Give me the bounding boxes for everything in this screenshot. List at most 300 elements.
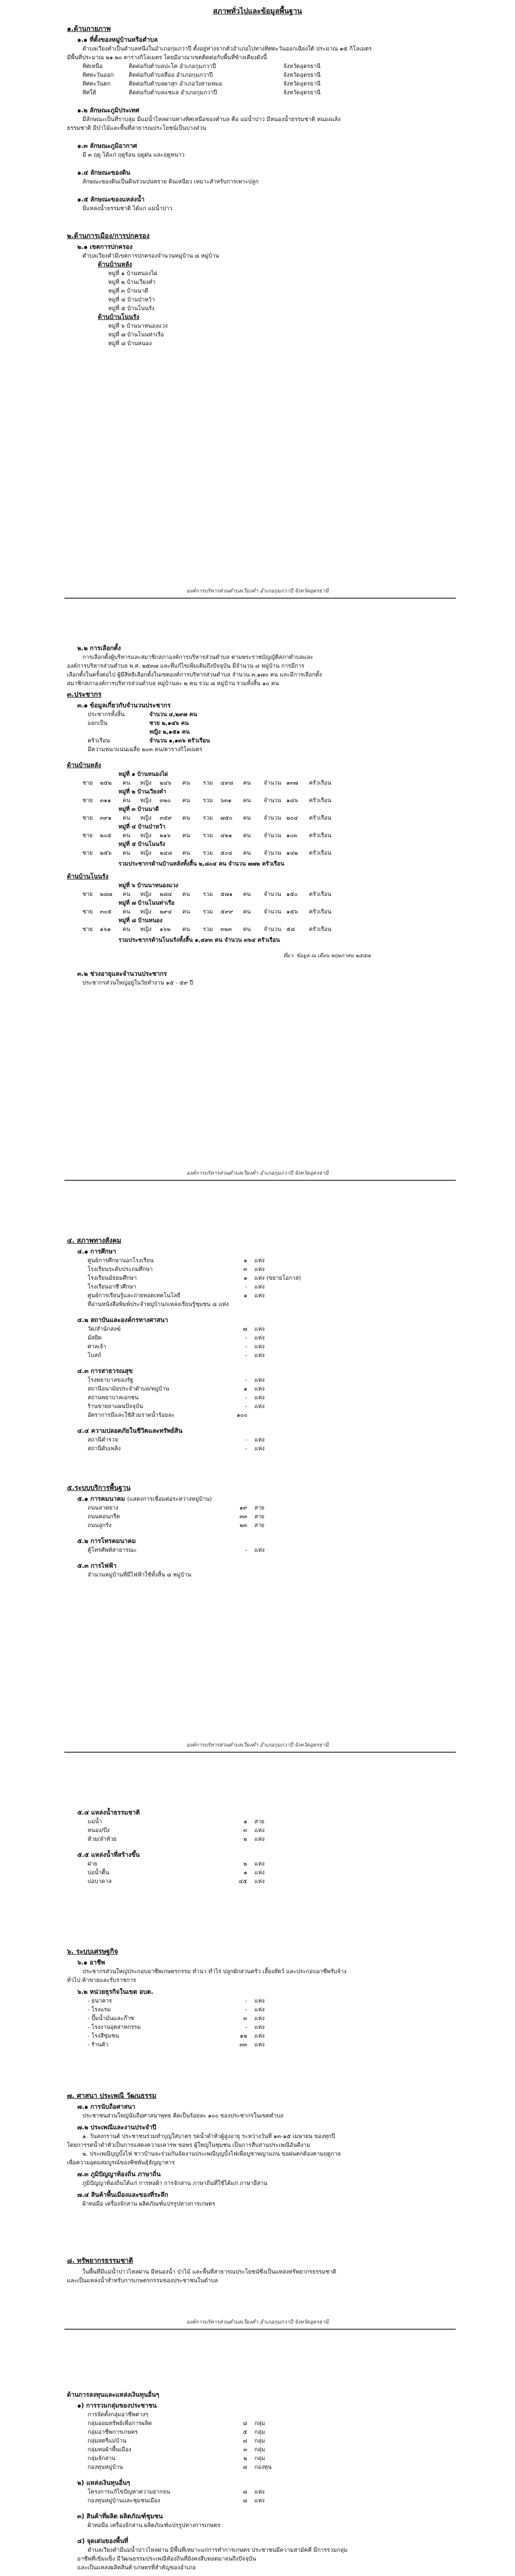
row-label: - โรงสีชุมชน [88, 2032, 119, 2039]
paragraph: อาชีพที่เข้มแข็ง มีวัฒนธรรมประเพณีท้องถิ่นที่ยังคงสืบทอดมาจนถึงปัจจุบัน [77, 2555, 256, 2562]
sub-heading: ๑.๓ ลักษณะภูมิอากาศ [77, 142, 138, 149]
population-cell: คน [243, 850, 251, 856]
border-row: ทิศตะวันตก ติดต่อกับตำบลผาสุก อำเภอวังสามหมอ จังหวัดอุดรธานี [82, 80, 321, 87]
sub-heading: ๔) จุดเด่นของพื้นที่ [77, 2537, 128, 2545]
row-label: - โรงงานอุตสาหกรรม [88, 2024, 141, 2030]
list-row [88, 1274, 458, 1282]
section-heading: ๒.ด้านการเมือง/การปกครอง [67, 232, 150, 240]
education-list [67, 1256, 458, 1300]
row-label: โรงเรียนอาชีวศึกษา [88, 1283, 136, 1290]
row-count: ๘ [243, 2464, 247, 2470]
paragraph: การเลือกตั้งผู้บริหารและสมาชิกสภาองค์การบริหารส่วนตำบล ตามพระราชบัญญัติสภาตำบลและ [82, 654, 314, 660]
population-cell: ๒๙๔ [160, 908, 172, 915]
population-cell: ๕๐๔ [220, 850, 233, 856]
section-heading: ๘. ทรัพยากรธรรมชาติ [67, 2257, 133, 2265]
list-row [88, 1376, 458, 1384]
population-cell: ๓๒๓ [220, 926, 232, 933]
population-cell: ครัวเรือน [309, 815, 332, 821]
village-name: หมู่ที่ ๒ บ้านเวียงคำ [118, 788, 166, 795]
population-row [82, 907, 458, 916]
population-cell: ๑๐๓ [286, 832, 298, 839]
row-unit: แห่ง [254, 1394, 265, 1401]
population-row [82, 890, 458, 899]
row-label: โรงเรียนระดับประถมศึกษา [88, 1266, 153, 1273]
page-footer: องค์การบริหารส่วนตำบลเวียงคำ อำเภอกุมภวาปี จังหวัดอุดรธานี [186, 1171, 329, 1176]
list-row [88, 1521, 458, 1530]
row-unit: แห่ง [254, 1326, 265, 1332]
safety-list [67, 1435, 458, 1453]
row-unit: แห่ง [254, 1283, 265, 1290]
village-name: หมู่ที่ ๘ บ้านหนอง [118, 917, 163, 924]
row-count: - [245, 1377, 247, 1383]
row-count: ๓๓ [239, 2041, 247, 2048]
population-cell: ๒๐๔ [286, 815, 298, 821]
list-row [88, 1546, 458, 1554]
population-cell: ชาย [82, 926, 93, 933]
population-cell: หญิง [140, 832, 151, 839]
row-unit: แห่ง [254, 1878, 265, 1885]
population-cell: ๒๘๗ [100, 891, 113, 897]
paragraph: ประชาชนส่วนใหญ่นับถือศาสนาพุทธ คิดเป็นร้อยละ ๑๐๐ ของประชากรในเขตตำบล [82, 2112, 284, 2119]
row-label: บ่อน้ำตื้น [88, 1869, 109, 1876]
section-heading: ๓.ประชากร [67, 691, 102, 699]
row-unit: แห่ง [254, 1445, 265, 1452]
sub-heading: ๕.๕ แหล่งน้ำที่สร้างขึ้น [77, 1851, 140, 1858]
population-cell: ๔๒๑ [220, 832, 232, 839]
village-name: หมู่ที่ ๗ บ้านโนนท่าเรือ [118, 900, 175, 906]
row-count: ๑ [244, 1818, 247, 1825]
population-cell: ครัวเรือน [309, 797, 332, 804]
total-row: ประชากรทั้งสิ้น จำนวน ๔,๒๙๗ คน [88, 711, 197, 718]
page-divider [64, 598, 456, 599]
population-cell: ๒๑๖ [160, 832, 171, 839]
page-divider [64, 2329, 456, 2330]
paragraph: และเป็นแหล่งผลิตสินค้าเกษตรที่สำคัญของอำเภอ [77, 2564, 196, 2571]
population-cell: รวม [203, 832, 213, 839]
row-label: หนอง/บึง [88, 1827, 110, 1834]
population-cell: ๑๕๖ [286, 908, 298, 915]
row-count: ๘ [243, 2420, 247, 2427]
row-label: บ่อบาดาล [88, 1878, 112, 1885]
population-cell: ๒๕๒ [100, 779, 112, 786]
row-count: ๑ [244, 1257, 247, 1264]
row-label: กลุ่มทอผ้าพื้นเมือง [88, 2446, 131, 2453]
row-label: กลุ่มจักสาน [88, 2455, 116, 2462]
paragraph: และเป็นแหล่งน้ำสำหรับการเกษตรกรรมของประชาชนในตำบล [67, 2277, 218, 2284]
row-unit: แห่ง [254, 2024, 265, 2030]
population-cell: คน [182, 779, 190, 786]
population-cell: ๕๘ [286, 926, 295, 933]
area-label: ด้านบ้านโนนรัง [67, 873, 109, 880]
row-label: กลุ่มออมทรัพย์เพื่อการผลิต [88, 2420, 152, 2427]
row-unit: แห่ง [254, 2497, 265, 2504]
population-cell: คน [243, 891, 251, 897]
area-label: ด้านบ้านหลัง [98, 261, 132, 268]
row-count: - [245, 1394, 247, 1401]
population-cell: ๓๙๑ [100, 815, 112, 821]
population-cell: คน [182, 850, 190, 856]
funds-list [67, 2487, 458, 2505]
row-label: กองทุนหมู่บ้าน [88, 2464, 123, 2470]
list-row [88, 2487, 458, 2496]
sub-heading: ๔.๓ การสาธารณสุข [77, 1367, 133, 1375]
business-list [67, 1996, 458, 2049]
population-cell: คน [123, 815, 130, 821]
section-heading: ด้านการลงทุนและแหล่งเงินทุนอื่นๆ [67, 2391, 160, 2398]
list-row [88, 2031, 458, 2040]
population-cell: หญิง [140, 891, 151, 897]
row-count: - [245, 1445, 247, 1452]
section-water [67, 1808, 458, 1886]
section-heading: ๗. ศาสนา ประเพณี วัฒนธรรม [67, 2092, 157, 2100]
population-cell: ๒๔๘ [160, 850, 173, 856]
sub-heading: ๒.๑ เขตการปกครอง [77, 243, 133, 250]
population-cell: ครัวเรือน [309, 926, 332, 933]
row-label: วัด/สำนักสงฆ์ [88, 1326, 121, 1332]
population-cell: ๓๐๕ [100, 908, 112, 915]
village-item: หมู่ที่ ๑ บ้านหนองไผ่ [108, 270, 158, 277]
population-cell: คน [182, 926, 190, 933]
row-label: โครงการแก้ไขปัญหาความยากจน [88, 2488, 170, 2495]
row-label: โรงพยาบาลของรัฐ [88, 1377, 133, 1383]
row-unit: แห่ง [254, 1836, 265, 1842]
row-count: ๘ [243, 2437, 247, 2444]
population-cell: ๗๕๐ [220, 815, 233, 821]
population-cell: คน [123, 779, 130, 786]
population-cell: ชาย [82, 815, 93, 821]
village-item: หมู่ที่ ๖ บ้านนาหนองแวง [108, 323, 168, 329]
paragraph: ผ้าทอมือ เครื่องจักสาน ผลิตภัณฑ์แปรรูปทางการเกษตร [82, 2200, 215, 2207]
population-cell: ๒๕๖ [100, 850, 112, 856]
population-cell: ชาย [82, 779, 93, 786]
population-row [82, 831, 458, 840]
population-row [82, 925, 458, 934]
row-label: สถานีอนามัยประจำตำบล/หมู่บ้าน [88, 1385, 169, 1392]
row-count: ๑ [244, 1292, 247, 1299]
population-cell: ครัวเรือน [309, 850, 332, 856]
paragraph: ประชากรส่วนใหญ่อยู่ในวัยทำงาน ๑๕ - ๕๙ ปี [82, 979, 194, 986]
paragraph: เลือกตั้งในครั้งต่อไป ผู้มีสิทธิเลือกตั้งในเขตองค์การบริหารส่วนตำบล จำนวน ๓,๑๗๐ คน และมีการเลือกตั้ง [67, 671, 322, 678]
population-cell: คน [123, 908, 130, 915]
row-count: ๗ [243, 1326, 247, 1332]
population-cell: ๓๕๙ [160, 815, 172, 821]
section-election [67, 644, 458, 688]
sub-heading: ๖.๑ อาชีพ [77, 1959, 105, 1966]
list-row [88, 2436, 458, 2445]
list-row [88, 1393, 458, 1402]
list-row [88, 1877, 458, 1886]
paragraph: ตำบลเวียงคำมีเขตการปกครองจำนวนหมู่บ้าน ๘ หมู่บ้าน [82, 252, 219, 259]
row-count: - [245, 1436, 247, 1443]
row-count: ๓๓ [239, 1513, 247, 1520]
population-cell: ๒๔๖ [160, 779, 171, 786]
paragraph: ๒. ประเพณีบุญบั้งไฟ ชาวบ้านจะร่วมกันจัดงานประเพณีบุญบั้งไฟเพื่อบูชาพญาแถน ขอฝนตกต้องตามฤดูกาล [82, 2150, 341, 2157]
made-water-list [67, 1859, 458, 1886]
population-cell: ครัวเรือน [309, 779, 332, 786]
population-cell: ๑๘๖ [286, 797, 298, 804]
row-label: - ปั๊มน้ำมันและก๊าซ [88, 2015, 134, 2022]
section-resources [67, 2257, 458, 2285]
row-unit: แห่ง [254, 1266, 265, 1273]
village-item: หมู่ที่ ๓ บ้านนาดี [108, 287, 148, 294]
list-row [88, 1265, 458, 1274]
list-row [88, 1325, 458, 1333]
row-count: ๒ [243, 1860, 247, 1867]
row-unit: กลุ่ม [254, 2455, 265, 2462]
population-cell: ๑๖๒ [160, 926, 171, 933]
population-cell: จำนวน [264, 779, 281, 786]
section-heading: ๔. สภาพทางสังคม [67, 1237, 122, 1245]
section-infrastructure [67, 1484, 458, 1579]
paragraph: ภูมิปัญญาท้องถิ่นได้แก่ การทอผ้า การจักสาน ภาษาถิ่นที่ใช้ได้แก่ ภาษาอีสาน [82, 2180, 268, 2187]
row-label: โรงเรียนมัธยมศึกษา [88, 1275, 137, 1281]
row-unit: แห่ง [254, 1869, 265, 1876]
row-unit: แห่ง [254, 1436, 265, 1443]
page-divider [64, 1752, 456, 1753]
section-heading: ๖. ระบบเศรษฐกิจ [67, 1948, 118, 1956]
section-population [67, 690, 458, 987]
paragraph: ในพื้นที่มีแม่น้ำปาวไหลผ่าน มีหนองน้ำ ป่าไม้ และพื้นที่สาธารณประโยชน์ซึ่งเป็นแหล่งทรัพยากรธรรมชาติ [82, 2268, 336, 2275]
population-cell: คน [182, 797, 190, 804]
sub-heading: ๑.๕ ลักษณะของแหล่งน้ำ [77, 196, 145, 203]
border-row: ทิศเหนือ ติดต่อกับตำบลปะโค อำเภอกุมภวาปี จังหวัดอุดรธานี [82, 63, 321, 70]
population-cell: ๑๕๐ [286, 891, 298, 897]
row-label: ศูนย์การเรียนรู้และถ่ายทอดเทคโนโลยี [88, 1292, 181, 1299]
document-title: สภาพทั่วไปและข้อมูลพื้นฐาน [213, 7, 302, 15]
population-cell: รวม [203, 926, 213, 933]
list-row [88, 1351, 458, 1360]
row-count: - [245, 1352, 247, 1359]
paragraph: ลักษณะของดินเป็นดินร่วนปนทราย ดินเหนียว เหมาะสำหรับการเพาะปลูก [82, 178, 259, 185]
village-name: หมู่ที่ ๔ บ้านป่าหว้า [118, 823, 166, 830]
row-count: ๒๓ [239, 1522, 247, 1529]
row-label: - โรงแรม [88, 2006, 111, 2013]
row-count: ๔๕ [238, 1878, 247, 1885]
row-count: ๑๙ [239, 1504, 247, 1511]
population-cell: รวม [203, 850, 213, 856]
sub-heading: ๕.๑ การคมนาคม (แสดงการเชื่อมต่อระหว่างหมู่บ้าน) [77, 1495, 212, 1502]
row-label: อัตราการมีและใช้ส้วมราดน้ำร้อยละ [88, 1412, 175, 1418]
sub-heading: ๖.๒ หน่วยธุรกิจในเขต อบต. [77, 1988, 153, 1995]
list-row [88, 1256, 458, 1265]
row-count: ๑๐๐ [236, 1412, 247, 1418]
row-unit: แห่ง [254, 2032, 265, 2039]
population-cell: รวม [203, 779, 213, 786]
section-economy [67, 1947, 458, 2049]
row-unit: แห่ง [254, 1257, 265, 1264]
paragraph: จำนวนหมู่บ้านที่มีไฟฟ้าใช้ทั้งสิ้น ๘ หมู่บ้าน [88, 1571, 192, 1578]
population-cell: จำนวน [264, 926, 281, 933]
paragraph: ประชากรส่วนใหญ่ประกอบอาชีพเกษตรกรรม ทำนา ทำไร่ ปลูกผักสวนครัว เลี้ยงสัตว์ และประกอบอาชีพรับจ้าง [82, 1968, 347, 1975]
row-unit: แห่ง [254, 2488, 265, 2495]
population-cell: ชาย [82, 832, 93, 839]
population-cell: ชาย [82, 891, 93, 897]
population-row [82, 814, 458, 822]
paragraph: สมาชิกสภาองค์การบริหารส่วนตำบล หมู่บ้านละ ๒ คน รวม ๘ หมู่บ้าน รวมทั้งสิ้น ๑๐ คน [67, 680, 279, 687]
population-cell: คน [123, 850, 130, 856]
sub-heading: ๑.๔ ลักษณะของดิน [77, 169, 130, 176]
row-unit: กองทุน [254, 2464, 272, 2470]
paragraph: ธรรมชาติ มีป่าไม้และพื้นที่สาธารณประโยชน์เป็นบางส่วน [67, 125, 207, 131]
population-cell: ๒๐๕ [100, 832, 112, 839]
row-count: ๓ [243, 2446, 247, 2453]
paragraph: มีลักษณะเป็นที่ราบลุ่ม มีแม่น้ำไหลผ่านทางทิศเหนือของตำบล คือ แม่น้ำปาว มีหนองน้ำธรรมชาติ หนองแล้ง [82, 116, 341, 123]
row-count: - [245, 1334, 247, 1341]
area-total: รวมประชากรด้านโนนรังทั้งสิ้น ๑,๔๙๓ คน จำนวน ๓๖๔ ครัวเรือน [118, 937, 280, 943]
area-label: ด้านบ้านหลัง [67, 761, 101, 769]
row-unit: แห่ง [254, 2006, 265, 2013]
row-label: ศาลเจ้า [88, 1343, 107, 1350]
sub-heading: ๗.๒ ประเพณีและงานประจำปี [77, 2124, 157, 2131]
population-cell: ชาย [82, 797, 93, 804]
row-label: ศูนย์การศึกษานอกโรงเรียน [88, 1257, 154, 1264]
population-cell: ครัวเรือน [309, 832, 332, 839]
population-row [82, 796, 458, 805]
section-physical [67, 25, 458, 213]
row-label: ถนนลาดยาง [88, 1504, 118, 1511]
row-count: ๕ [243, 2429, 247, 2435]
row-unit: กลุ่ม [254, 2420, 265, 2427]
page-footer: องค์การบริหารส่วนตำบลเวียงคำ อำเภอกุมภวาปี จังหวัดอุดรธานี [186, 1742, 329, 1748]
row-label: - ร้านค้า [88, 2041, 109, 2048]
sub-heading: ๓.๑ ข้อมูลเกี่ยวกับจำนวนประชากร [77, 702, 171, 709]
paragraph: ทั่วไป ค้าขายและรับราชการ [67, 1977, 136, 1984]
row-label: กลุ่มอาชีพการเกษตร [88, 2429, 138, 2435]
paragraph: เพื่อความอุดมสมบูรณ์ของพืชพันธุ์ธัญญาหาร [67, 2159, 175, 2166]
population-cell: ครัวเรือน [309, 908, 332, 915]
row-label: ฝาย [88, 1860, 98, 1867]
row-count: - [245, 1343, 247, 1350]
paragraph: มีแหล่งน้ำธรรมชาติ ได้แก่ แม่น้ำปาว [82, 205, 173, 212]
row-label: - ธนาคาร [88, 1997, 112, 2004]
row-count: - [245, 2024, 247, 2030]
list-row [88, 2454, 458, 2463]
list-row [88, 1512, 458, 1521]
sub-heading: ๗.๑ การนับถือศาสนา [77, 2103, 135, 2110]
paragraph: การจัดตั้งกลุ่มอาชีพต่างๆ [88, 2411, 148, 2418]
population-cell: จำนวน [264, 891, 281, 897]
list-row [88, 1859, 458, 1868]
row-label: สถานีดับเพลิง [88, 1445, 121, 1452]
paragraph: ตำบลเวียงคำมีแม่น้ำปาวไหลผ่าน มีพื้นที่เหมาะแก่การทำการเกษตร ประชาชนมีความสามัคคี มีการรวมกลุ่ม [88, 2547, 348, 2553]
row-unit: แห่ง (ขยายโอกาส) [254, 1275, 301, 1281]
population-cell: ๕๗๑ [220, 891, 233, 897]
population-cell: หญิง [140, 908, 151, 915]
row-unit: แห่ง [254, 1334, 265, 1341]
population-cell: ๑๔๒ [286, 850, 298, 856]
population-cell: ๕๙๙ [220, 908, 233, 915]
section-heading: ๑.ด้านกายภาพ [67, 25, 111, 33]
population-cell: คน [243, 832, 251, 839]
list-row [88, 2040, 458, 2049]
row-count: - [245, 1997, 247, 2004]
row-label: สถานพยาบาลเอกชน [88, 1394, 139, 1401]
row-count: ๑ [244, 1385, 247, 1392]
paragraph: องค์การบริหารส่วนตำบล พ.ศ. ๒๕๓๗ และที่แก้ไขเพิ่มเติมถึงปัจจุบัน มีจำนวน ๘ หมู่บ้าน การมีการ [67, 663, 304, 669]
population-cell: หญิง [140, 850, 151, 856]
row-label: ตู้โทรศัพท์สาธารณะ [88, 1547, 137, 1553]
sub-heading: ๔.๔ ความปลอดภัยในชีวิตและทรัพย์สิน [77, 1427, 183, 1434]
row-unit: แห่ง [254, 1377, 265, 1383]
source-note: ที่มา: ข้อมูล ณ เดือน พฤษภาคม ๒๕๕๗ [283, 953, 371, 959]
row-unit: กลุ่ม [254, 2429, 265, 2435]
population-cell: ชาย [82, 908, 93, 915]
page-1 [0, 7, 515, 16]
paragraph: ผ้าทอมือ เครื่องจักสาน ผลิตภัณฑ์แปรรูปทางการเกษตร [88, 2522, 220, 2529]
row-label: กองทุนหมู่บ้านและชุมชนเมือง [88, 2497, 161, 2504]
sub-heading: ๒.๒ การเลือกตั้ง [77, 645, 121, 652]
total-row: ครัวเรือน จำนวน ๑,๑๓๖ ครัวเรือน [88, 737, 210, 744]
population-cell: ครัวเรือน [309, 891, 332, 897]
row-count: - [245, 1403, 247, 1410]
section-religion [67, 2092, 458, 2208]
area-label: ด้านบ้านโนนรัง [98, 313, 140, 320]
page-footer: องค์การบริหารส่วนตำบลเวียงคำ อำเภอกุมภวาปี จังหวัดอุดรธานี [186, 588, 329, 594]
village-name: หมู่ที่ ๑ บ้านหนองไผ่ [118, 771, 168, 777]
row-unit: แห่ง [254, 1352, 265, 1359]
population-cell: หญิง [140, 797, 151, 804]
population-cell: ชาย [82, 850, 93, 856]
list-row [88, 1826, 458, 1835]
population-cell: รวม [203, 797, 213, 804]
sub-heading: ๗.๓ ภูมิปัญญาท้องถิ่น ภาษาถิ่น [77, 2171, 161, 2178]
sub-heading: ๔.๒ สถาบันและองค์กรทางศาสนา [77, 1316, 168, 1324]
row-unit: แห่ง [254, 1403, 265, 1410]
list-row [88, 1868, 458, 1877]
population-cell: คน [182, 815, 190, 821]
list-row [88, 1996, 458, 2005]
population-cell: ๓๒๐ [160, 797, 171, 804]
population-cell: คน [243, 797, 251, 804]
section-investment [67, 2391, 458, 2576]
population-cell: จำนวน [264, 850, 281, 856]
page-footer: องค์การบริหารส่วนตำบลเวียงคำ อำเภอกุมภวาปี จังหวัดอุดรธานี [186, 2319, 329, 2325]
row-label: สถานีตำรวจ [88, 1436, 118, 1443]
row-count: ๓ [243, 2015, 247, 2022]
population-cell: คน [243, 926, 251, 933]
row-unit: แห่ง [254, 1827, 265, 1834]
row-unit: แห่ง [254, 2015, 265, 2022]
population-cell: จำนวน [264, 908, 281, 915]
population-row [82, 778, 458, 787]
area-total: รวมประชากรด้านบ้านหลังทั้งสิ้น ๒,๘๐๔ คน จำนวน ๗๗๒ ครัวเรือน [118, 860, 284, 867]
list-row [88, 1333, 458, 1342]
sub-heading: ๕.๓ การไฟฟ้า [77, 1562, 117, 1569]
sub-heading: ๑) การรวมกลุ่มของประชาชน [77, 2402, 157, 2409]
population-cell: หญิง [140, 926, 151, 933]
population-cell: ๓๑๑ [100, 797, 111, 804]
row-count: ๒ [243, 2455, 247, 2462]
row-count: ๑ [244, 1869, 247, 1876]
paragraph: มี ๓ ฤดู ได้แก่ ฤดูร้อน ฤดูฝน และฤดูหนาว [82, 151, 185, 158]
population-cell: รวม [203, 891, 213, 897]
population-cell: จำนวน [264, 815, 281, 821]
list-row [88, 1503, 458, 1512]
list-row [88, 2428, 458, 2436]
sub-heading: ๕.๒ การโทรคมนาคม [77, 1537, 136, 1545]
list-row [88, 1444, 458, 1453]
row-unit: แห่ง [254, 1385, 265, 1392]
row-unit: สาย [254, 1513, 265, 1520]
population-cell: ๔๙๘ [220, 779, 233, 786]
population-cell: คน [243, 908, 251, 915]
row-count: - [245, 2006, 247, 2013]
row-label: แม่น้ำ [88, 1818, 102, 1825]
page-divider [64, 1180, 456, 1181]
sub-heading: ๑.๑ ที่ตั้งของหมู่บ้านหรือตำบล [77, 36, 158, 43]
row-unit: แห่ง [254, 1292, 265, 1299]
paragraph: ๑. วันสงกรานต์ ประชาชนร่วมทำบุญใส่บาตร รดน้ำดำหัวผู้สูงอายุ ระหว่างวันที่ ๑๓-๑๕ เมษายน ของทุกปี [82, 2133, 335, 2140]
